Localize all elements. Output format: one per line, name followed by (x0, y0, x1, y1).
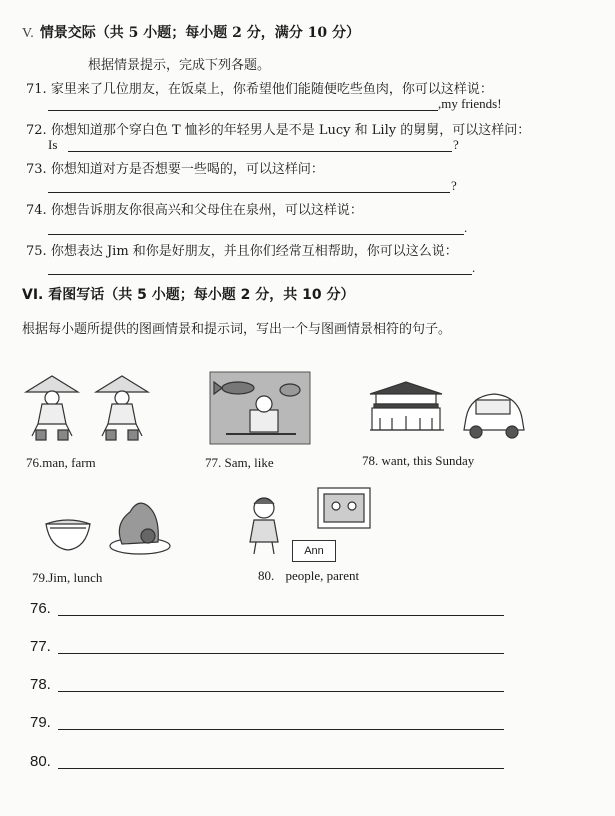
q71-num: 71. (26, 82, 47, 97)
q74-answer-line[interactable] (48, 234, 464, 235)
q74-num: 74. (26, 203, 47, 218)
q72-answer-line[interactable] (68, 151, 452, 152)
caption-76: 76.man, farm (26, 455, 96, 470)
q73-tail: ? (451, 178, 457, 193)
picture-79-lunch (44, 494, 174, 560)
q74-prompt (26, 199, 363, 218)
answer-76-num: 76. (30, 600, 51, 617)
answer-80-num: 80. (30, 753, 51, 770)
section6-title: VI. 看图写话（共 5 小题；每小题 2 分，共 10 分） (22, 287, 355, 303)
picture-78-gate-car (370, 378, 530, 444)
q72-tail: ? (453, 137, 459, 152)
section5-title-text: 情景交际（共 5 小题；每小题 2 分，满分 10 分） (39, 25, 361, 41)
caption-77: 77. Sam, like (205, 455, 274, 470)
caption-80-num: 80. (258, 568, 275, 583)
q71-text: 家里来了几位朋友，在饭桌上，你希望他们能随便吃些鱼肉，你可以这样说： (50, 82, 493, 97)
q71-tail: ,my friends! (438, 96, 502, 111)
answer-80-line[interactable] (58, 768, 504, 769)
section6-instruction: 根据每小题所提供的图画情景和提示词，写出一个与图画情景相符的句子。 (22, 322, 452, 337)
q72-num: 72. (26, 123, 47, 138)
q74-tail: . (464, 220, 468, 235)
answer-78-num: 78. (30, 676, 51, 693)
q72-text: 你想知道那个穿白色 T 恤衫的年轻男人是不是 Lucy 和 Lily 的舅舅，可以这样问： (50, 123, 531, 138)
q74-text: 你想告诉朋友你很高兴和父母住在泉州，可以这样说： (50, 203, 363, 218)
answer-78-line[interactable] (58, 691, 504, 692)
q75-tail: . (472, 260, 476, 275)
q71-prompt (26, 78, 493, 97)
q75-answer-line[interactable] (48, 274, 472, 275)
section5-title (22, 22, 360, 42)
ann-name-sign: Ann (292, 540, 336, 562)
q72-lead: Is (48, 137, 58, 152)
answer-77-line[interactable] (58, 653, 504, 654)
q75-text: 你想表达 Jim 和你是好朋友，并且你们经常互相帮助，你可以这么说： (50, 244, 458, 259)
q75-prompt (26, 240, 458, 259)
caption-80 (258, 568, 359, 584)
q72-prompt (26, 119, 530, 138)
picture-77-boy-fish (210, 372, 310, 444)
answer-79-line[interactable] (58, 729, 504, 730)
q73-answer-line[interactable] (48, 192, 450, 193)
answer-77-num: 77. (30, 638, 51, 655)
q73-prompt (26, 158, 324, 177)
q75-num: 75. (26, 244, 47, 259)
caption-79: 79.Jim, lunch (32, 570, 103, 585)
picture-76-farmers (22, 372, 162, 444)
caption-78: 78. want, this Sunday (362, 453, 475, 468)
q73-text: 你想知道对方是否想要一些喝的，可以这样问： (50, 162, 324, 177)
q71-answer-line[interactable] (48, 110, 438, 111)
caption-80-words: people, parent (285, 568, 360, 583)
answer-79-num: 79. (30, 714, 51, 731)
answer-76-line[interactable] (58, 615, 504, 616)
q73-num: 73. (26, 162, 47, 177)
section5-instruction: 根据情景提示，完成下列各题。 (88, 58, 271, 73)
section5-roman: V. (22, 26, 34, 41)
